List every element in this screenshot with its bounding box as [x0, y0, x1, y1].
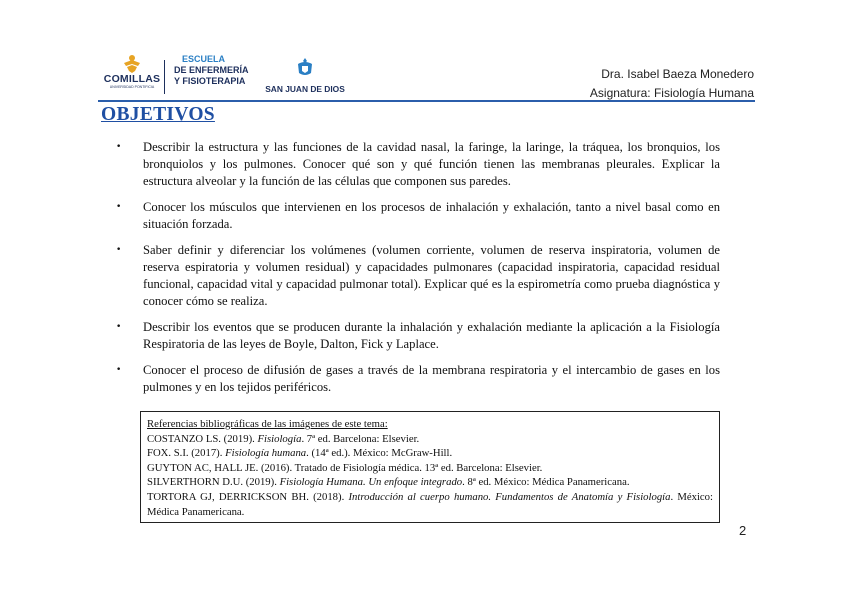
reference-item: SILVERTHORN D.U. (2019). Fisiología Humana. Un enfoque integrado. 8ª ed. México: Médica Panamericana. — [147, 476, 630, 489]
list-item — [112, 199, 720, 233]
bullet-icon: • — [116, 365, 122, 375]
bullet-icon: • — [116, 322, 122, 332]
reference-item: FOX. S.I. (2017). Fisiología humana. (14ª ed.). México: McGraw-Hill. — [147, 447, 453, 460]
school-logo-text — [174, 54, 249, 87]
bullet-icon: • — [116, 142, 122, 152]
sjd-logo-text: SAN JUAN DE DIOS — [265, 84, 345, 94]
header-info — [590, 65, 754, 103]
comillas-logo — [103, 54, 161, 100]
school-line-1: ESCUELA — [182, 54, 226, 64]
subject-name: Asignatura: Fisiología Humana — [589, 86, 754, 100]
school-line-3: Y FISIOTERAPIA — [174, 76, 246, 86]
references-box — [140, 411, 720, 523]
san-juan-de-dios-logo — [261, 57, 349, 94]
bullet-icon: • — [116, 245, 122, 255]
objective-text: Saber definir y diferenciar los volúmenes (volumen corriente, volumen de reserva inspiratoria, volumen de reserva espiratoria y volumen residual) y capacidades pulmonares (capacidad inspiratoria, capacidad residual funcional, capacidad vital y capacidad pulmonar total). Explicar qué es la espirometría como prueba diagnóstica y conocer cómo se realiza. — [143, 243, 720, 308]
page-title: OBJETIVOS — [101, 104, 215, 125]
bullet-icon: • — [116, 202, 122, 212]
logo-divider — [164, 60, 165, 94]
list-item — [112, 242, 720, 310]
objective-text: Describir los eventos que se producen durante la inhalación y exhalación mediante la aplicación a la Fisiología Respiratoria de las leyes de Boyle, Dalton, Fick y Laplace. — [143, 320, 720, 351]
comillas-logo-text: COMILLAS — [103, 73, 161, 85]
objective-text: Conocer los músculos que intervienen en los procesos de inhalación y exhalación, tanto a nivel basal como en situación forzada. — [143, 200, 720, 231]
page-number: 2 — [739, 523, 747, 538]
objectives-list — [112, 139, 720, 405]
comillas-logo-subtext: UNIVERSIDAD PONTIFICIA — [109, 85, 155, 89]
reference-item: TORTORA GJ, DERRICKSON BH. (2018). Introducción al cuerpo humano. Fundamentos de Anatomía y Fisiología. México: Médica Panamericana. — [147, 490, 713, 518]
header-rule — [98, 100, 755, 102]
references-heading: Referencias bibliográficas de las imágenes de este tema: — [147, 418, 388, 430]
reference-item: COSTANZO LS. (2019). Fisiología. 7ª ed. Barcelona: Elsevier. — [147, 432, 420, 445]
list-item — [112, 319, 720, 353]
comillas-emblem-icon — [121, 54, 143, 74]
objective-text: Describir la estructura y las funciones de la cavidad nasal, la faringe, la laringe, la tráquea, los bronquios, los bronquiolos y los pulmones. Conocer qué son y qué función tienen las membranas pleurales. Explicar la estructura alveolar y la función de las células que componen sus paredes. — [143, 140, 720, 188]
objective-text: Conocer el proceso de difusión de gases a través de la membrana respiratoria y el intercambio de gases en los pulmones y en los tejidos periféricos. — [143, 363, 720, 394]
sjd-crest-icon — [293, 57, 317, 77]
school-line-2: DE ENFERMERÍA — [174, 65, 249, 75]
author-name: Dra. Isabel Baeza Monedero — [601, 67, 754, 81]
list-item — [112, 362, 720, 396]
reference-item: GUYTON AC, HALL JE. (2016). Tratado de Fisiología médica. 13ª ed. Barcelona: Elsevier. — [147, 461, 543, 474]
list-item — [112, 139, 720, 190]
